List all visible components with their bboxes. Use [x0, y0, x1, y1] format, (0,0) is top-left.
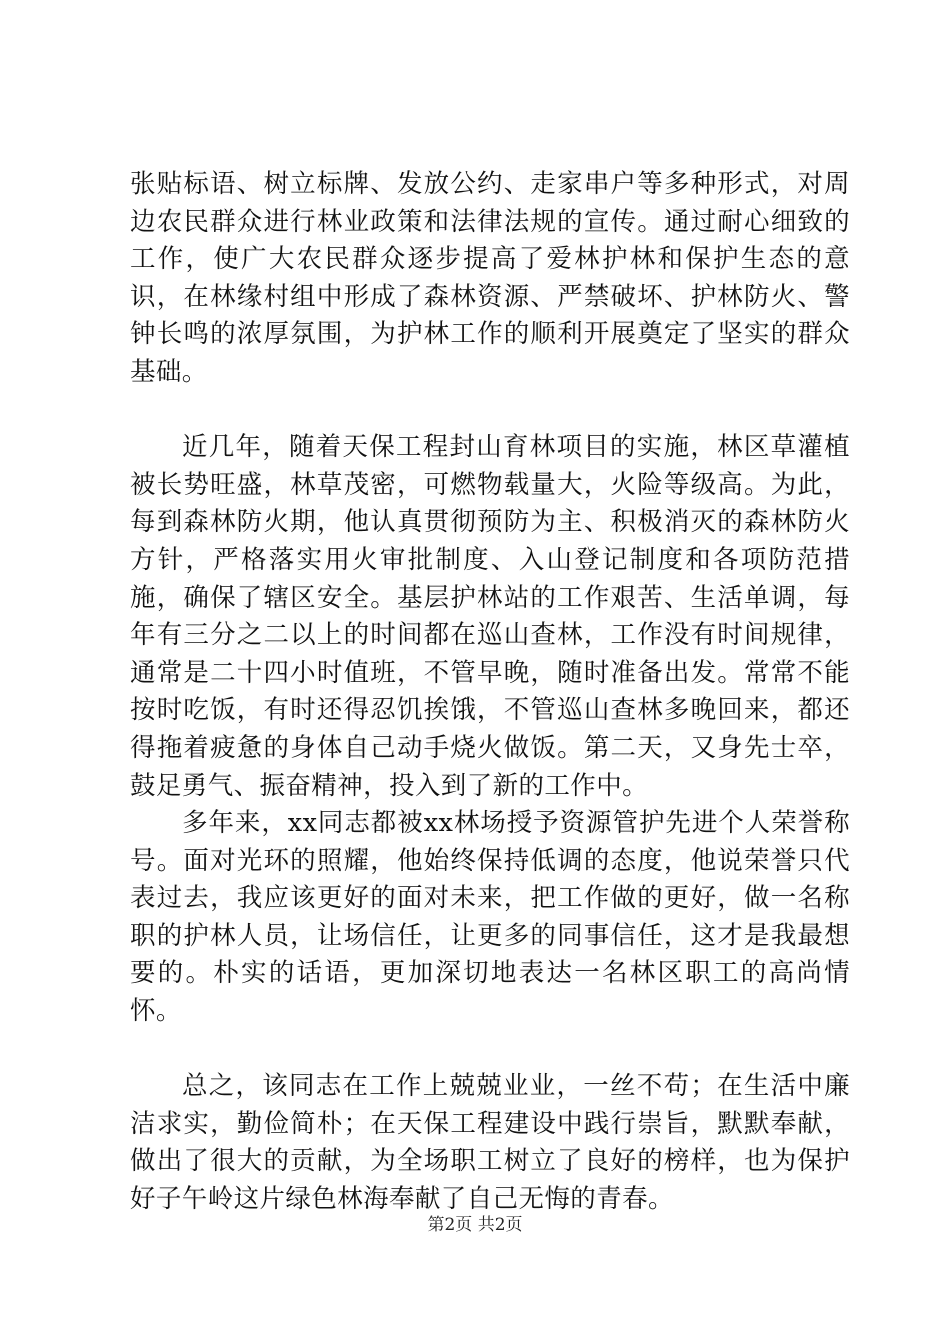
paragraph-summary: 总之，该同志在工作上兢兢业业，一丝不苟；在生活中廉洁求实，勤俭简朴；在天保工程建设中践行崇旨，默默奉献，做出了很大的贡献，为全场职工树立了良好的榜样，也为保护好子午岭这片绿色林海奉献了自己无悔的青春。 [130, 1071, 850, 1215]
paragraph-honors: 多年来，xx同志都被xx林场授予资源管护先进个人荣誉称号。面对光环的照耀，他始终保持低调的态度，他说荣誉只代表过去，我应该更好的面对未来，把工作做的更好，做一名称职的护林人员，让场信任，让更多的同事信任，这才是我最想要的。朴实的话语，更加深切地表达一名林区职工的高尚情怀。 [130, 808, 850, 1027]
page-footer: 第2页 共2页 [427, 1215, 523, 1235]
paragraph-continuation: 张贴标语、树立标牌、发放公约、走家串户等多种形式，对周边农民群众进行林业政策和法律法规的宣传。通过耐心细致的工作，使广大农民群众逐步提高了爱林护林和保护生态的意识，在林缘村组中形成了森林资源、严禁破坏、护林防火、警钟长鸣的浓厚氛围，为护林工作的顺利开展奠定了坚实的群众基础。 [130, 169, 850, 387]
paragraph-fire-prevention: 近几年，随着天保工程封山育林项目的实施，林区草灌植被长势旺盛，林草茂密，可燃物载量大，火险等级高。为此，每到森林防火期，他认真贯彻预防为主、积极消灭的森林防火方针，严格落实用火审批制度、入山登记制度和各项防范措施，确保了辖区安全。基层护林站的工作艰苦、生活单调，每年有三分之二以上的时间都在巡山查林，工作没有时间规律，通常是二十四小时值班，不管早晚，随时准备出发。常常不能按时吃饭，有时还得忍饥挨饿，不管巡山查林多晚回来，都还得拖着疲惫的身体自己动手烧火做饭。第二天，又身先士卒，鼓足勇气、振奋精神，投入到了新的工作中。 [130, 432, 850, 801]
document-body [130, 166, 850, 1219]
